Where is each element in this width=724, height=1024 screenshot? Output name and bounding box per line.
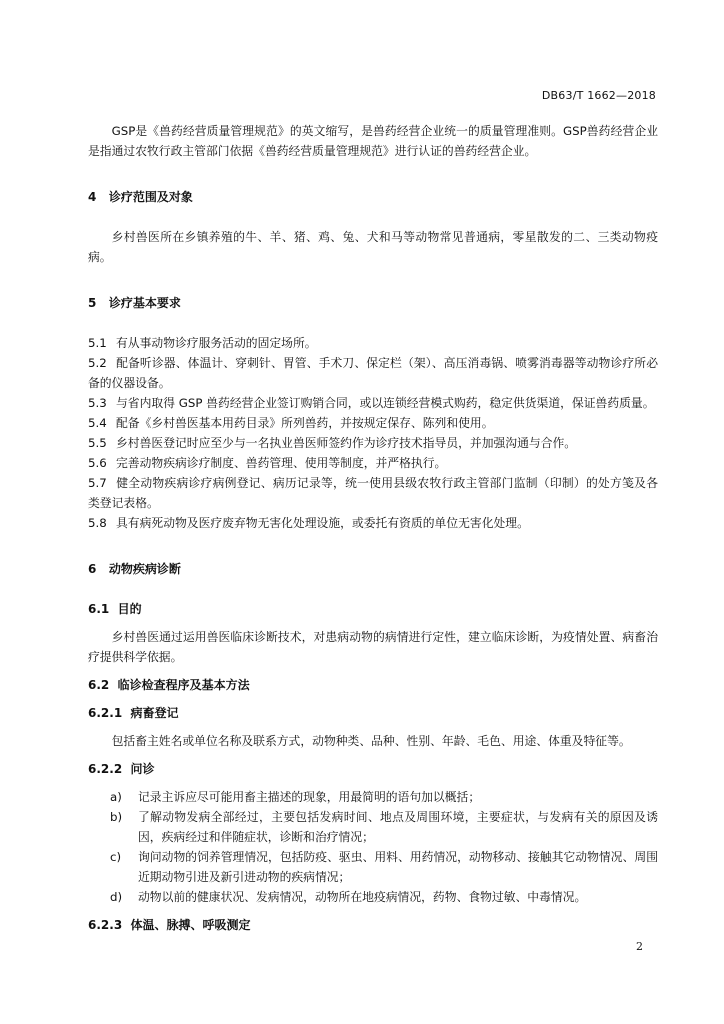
list-item: c) 询问动物的饲养管理情况，包括防疫、驱虫、用料、用药情况，动物移动、接触其它动物情况、周围近期动物引进及新引进动物的疾病情况；: [110, 850, 658, 884]
section-6-title: 动物疾病诊断: [108, 562, 181, 576]
section-6-2-1-heading: [88, 703, 658, 723]
standard-code: DB63/T 1662—2018: [541, 89, 656, 102]
section-6-2-title: 临诊检查程序及基本方法: [117, 678, 250, 692]
section-4-body: 乡村兽医所在乡镇养殖的牛、羊、猪、鸡、兔、犬和马等动物常见普通病，零星散发的二、三类动物疫病。: [88, 230, 658, 264]
section-6-1-title: 目的: [117, 602, 142, 616]
document-body: [88, 121, 658, 935]
section-6-heading: [88, 559, 658, 579]
section-4-number: 4: [88, 190, 97, 204]
section-6-2-2-title: 问诊: [130, 762, 155, 776]
page-number: 2: [636, 940, 643, 953]
section-6-2-2-heading: [88, 759, 658, 779]
list-item: b) 了解动物发病全部经过，主要包括发病时间、地点及周围环境，主要症状，与发病有关的原因及诱因，疾病经过和伴随症状，诊断和治疗情况；: [110, 810, 658, 844]
section-6-2-number: 6.2: [88, 678, 110, 692]
section-5-clauses: [88, 333, 658, 533]
section-6-2-1-body: 包括畜主姓名或单位名称及联系方式，动物种类、品种、性别、年龄、毛色、用途、体重及特征等。: [111, 734, 631, 748]
section-5-heading: [88, 293, 658, 313]
section-6-2-2-number: 6.2.2: [88, 762, 123, 776]
clause-5-5: 5.5 乡村兽医登记时应至少与一名执业兽医师签约作为诊疗技术指导员，并加强沟通与合作。: [88, 436, 577, 450]
clause-5-6: 5.6 完善动物疾病诊疗制度、兽药管理、使用等制度，并严格执行。: [88, 456, 447, 470]
section-6-1-number: 6.1: [88, 602, 110, 616]
clause-5-2: 5.2 配备听诊器、体温计、穿刺针、胃管、手术刀、保定栏（架）、高压消毒锅、喷雾消毒器等动物诊疗所必备的仪器设备。: [88, 356, 658, 390]
section-5-title: 诊疗基本要求: [108, 296, 181, 310]
inquiry-list: [88, 787, 658, 907]
clause-5-1: 5.1 有从事动物诊疗服务活动的固定场所。: [88, 336, 317, 350]
clause-5-7: 5.7 健全动物疾病诊疗病例登记、病历记录等，统一使用县级农牧行政主管部门监制（印制）的处方笺及各类登记表格。: [88, 476, 658, 510]
section-6-2-3-heading: [88, 915, 658, 935]
section-6-2-1-title: 病畜登记: [130, 706, 179, 720]
clause-5-8: 5.8 具有病死动物及医疗废弃物无害化处理设施，或委托有资质的单位无害化处理。: [88, 516, 529, 530]
section-6-2-1-number: 6.2.1: [88, 706, 123, 720]
clause-5-3: 5.3 与省内取得 GSP 兽药经营企业签订购销合同，或以连锁经营模式购药，稳定供货渠道，保证兽药质量。: [88, 396, 655, 410]
list-item: a) 记录主诉应尽可能用畜主描述的现象，用最简明的语句加以概括；: [110, 790, 481, 804]
clause-5-4: 5.4 配备《乡村兽医基本用药目录》所列兽药，并按规定保存、陈列和使用。: [88, 416, 494, 430]
section-6-1-heading: [88, 599, 658, 619]
section-4-heading: [88, 187, 658, 207]
section-6-1-body: 乡村兽医通过运用兽医临床诊断技术，对患病动物的病情进行定性，建立临床诊断，为疫情处置、病畜治疗提供科学依据。: [88, 630, 658, 664]
section-4-title: 诊疗范围及对象: [108, 190, 193, 204]
section-6-number: 6: [88, 562, 97, 576]
section-6-2-heading: [88, 675, 658, 695]
intro-paragraph: GSP是《兽药经营质量管理规范》的英文缩写，是兽药经营企业统一的质量管理准则。GSP兽药经营企业是指通过农牧行政主管部门依据《兽药经营质量管理规范》进行认证的兽药经营企业。: [88, 124, 658, 158]
section-6-2-3-number: 6.2.3: [88, 918, 123, 932]
section-6-2-3-title: 体温、脉搏、呼吸测定: [130, 918, 251, 932]
list-item: d) 动物以前的健康状况、发病情况，动物所在地疫病情况，药物、食物过敏、中毒情况。: [110, 890, 587, 904]
section-5-number: 5: [88, 296, 97, 310]
